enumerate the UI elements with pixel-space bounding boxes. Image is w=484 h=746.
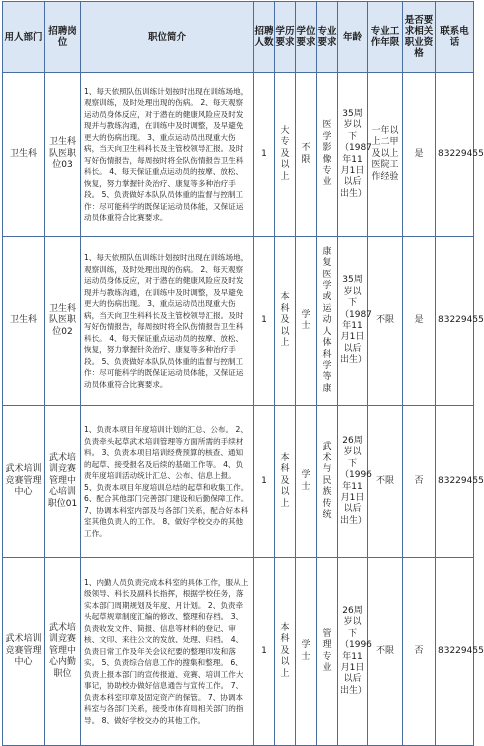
cell-degree: 不限: [296, 73, 317, 237]
cell-count: 1: [254, 558, 275, 746]
header-experience: 专业工作年限: [368, 2, 403, 73]
table-row: [3, 73, 474, 237]
cell-age: 35周岁以下（1987年11月1日以后出生）: [338, 73, 368, 237]
cell-cert: 否: [403, 406, 436, 558]
header-cert: 是否要求相关职业资格: [403, 2, 436, 73]
header-position: 招聘岗位: [45, 2, 81, 73]
cell-count: 1: [254, 73, 275, 237]
cell-education: 本科及以上: [275, 558, 296, 746]
cell-dept: 卫生科: [3, 73, 45, 237]
header-intro: 职位简介: [81, 2, 254, 73]
cell-count: 1: [254, 237, 275, 406]
cell-count: 1: [254, 406, 275, 558]
cell-phone: 83229455: [436, 558, 474, 746]
header-row: [3, 2, 474, 73]
cell-dept: 武术培训竞赛管理中心: [3, 558, 45, 746]
cell-cert: 否: [403, 558, 436, 746]
cell-major: 医学影像专业: [317, 73, 338, 237]
table-row: [3, 558, 474, 746]
cell-degree: 学士: [296, 237, 317, 406]
cell-age: 26周岁以下（1996年11月1日以后出生）: [338, 558, 368, 746]
cell-education: 本科及以上: [275, 237, 296, 406]
cell-age: 26周岁以下（1996年11月1日以后出生）: [338, 406, 368, 558]
cell-intro: 1、内勤人员负责完成本科室的具体工作，服从上级领导、科长及副科长指挥，根据学校任务，落实本部门周期规划及年度、月计划。 2、负责牵头起草规章制度汇编的修改、整理和存档。 3、负责收发文件、简报、信息等材料的登记、审核、文印、来往公文的发放、处理、归档。 4、负责日常工作及年关会议纪要的整理印发和落实。 5、负责综合信息工作的搜集和整理。 6、负责上报本部门的宣传报道、竞赛、培训工作大事记，协助校办做好信息通告与宣传工作。 7、负责本科室印章及固定资产的保管。 7、协调本科室与各部门关系，接受市体育局相关部门的指导。 8、做好学校交办的其他工作。: [81, 558, 254, 746]
header-dept: 用人部门: [3, 2, 45, 73]
table-row: [3, 237, 474, 406]
cell-dept: 武术培训竞赛管理中心: [3, 406, 45, 558]
header-education: 学历要求: [275, 2, 296, 73]
cell-intro: 1、负责本项目年度培训计划的汇总、公布。 2、负责牵头起草武术培训管理等方面所需的手续材料。 3、负责本项目培训经费预算的核查、通知的起草、接受报名及后续的基础工作等。 4、负责年度培训活动统计汇总、公布、信息上报。 5、负责本项目年度培训总结的起草和收集工作。 6、配合其他部门完善部门建设和后勤保障工作。 7、协调本科室内部及与各部门关系，配合好本科室其他负责人的工作。 8、做好学校交办的其他工作。: [81, 406, 254, 558]
cell-position: 卫生科队医职位02: [45, 237, 81, 406]
cell-intro: 1、每天依照队伍训练计划按时出现在训练场地，观察训练，及时处理出现的伤病。 2、每天观察运动员身体反应，对于潜在的健康风险应及时发现并与教练沟通，在训练中及时调整，及早避免更大的伤病出现。 3、重点运动员出现重大伤病，当天向卫生科科长及主管校领导汇报。及时写好伤情报告，每周按时将全队伤情报告卫生科科长。 4、每天保证重点运动员的按摩、放松、恢复，努力掌握针灸治疗、康复等多种治疗手段。 5、负责做好本队队员体重的监督与控制工作：尽可能科学的既保证运动员体能，又保证运动员体重符合比赛要求。: [81, 73, 254, 237]
header-phone: 联系电话: [436, 2, 474, 73]
header-major: 专业要求: [317, 2, 338, 73]
cell-degree: 学士: [296, 406, 317, 558]
header-age: 年龄: [338, 2, 368, 73]
cell-major: 管理专业: [317, 558, 338, 746]
table-row: [3, 406, 474, 558]
cell-intro: 1、每天依照队伍训练计划按时出现在训练场地，观察训练，及时处理出现的伤病。 2、每天观察运动员身体反应，对于潜在的健康风险应及时发现并与教练沟通，在训练中及时调整，及早避免更大的伤病出现。 3、重点运动员出现重大伤病，当天向卫生科科长及主管校领导汇报。及时写好伤情报告，每周按时将全队伤情报告卫生科科长。 4、每天保证重点运动员的按摩、放松、恢复，努力掌握针灸治疗、康复等多种治疗手段。 5、负责做好本队队员体重的监督与控制工作：尽可能科学的既保证运动员体能，又保证运动员体重符合比赛要求。: [81, 237, 254, 406]
cell-phone: 83229455: [436, 237, 474, 406]
cell-experience: 不限: [368, 406, 403, 558]
cell-major: 康复医学或运动人体科学等康: [317, 237, 338, 406]
cell-experience: 不限: [368, 237, 403, 406]
cell-position: 武术培训竞赛管理中心培训职位01: [45, 406, 81, 558]
cell-cert: 是: [403, 237, 436, 406]
cell-position: 武术培训竞赛管理中心内勤职位: [45, 558, 81, 746]
cell-dept: 卫生科: [3, 237, 45, 406]
header-count: 招聘人数: [254, 2, 275, 73]
cell-education: 本科及以上: [275, 406, 296, 558]
cell-position: 卫生科队医职位03: [45, 73, 81, 237]
cell-education: 大专及以上: [275, 73, 296, 237]
cell-experience: 一年以上二甲及以上医院工作经验: [368, 73, 403, 237]
cell-experience: 不限: [368, 558, 403, 746]
cell-degree: 学士: [296, 558, 317, 746]
recruitment-table: [2, 1, 484, 746]
cell-major: 武术与民族传统: [317, 406, 338, 558]
cell-phone: 83229455: [436, 406, 474, 558]
cell-cert: 是: [403, 73, 436, 237]
header-degree: 学位要求: [296, 2, 317, 73]
cell-age: 35周岁以下（1987年11月1日以后出生）: [338, 237, 368, 406]
cell-phone: 83229455: [436, 73, 474, 237]
